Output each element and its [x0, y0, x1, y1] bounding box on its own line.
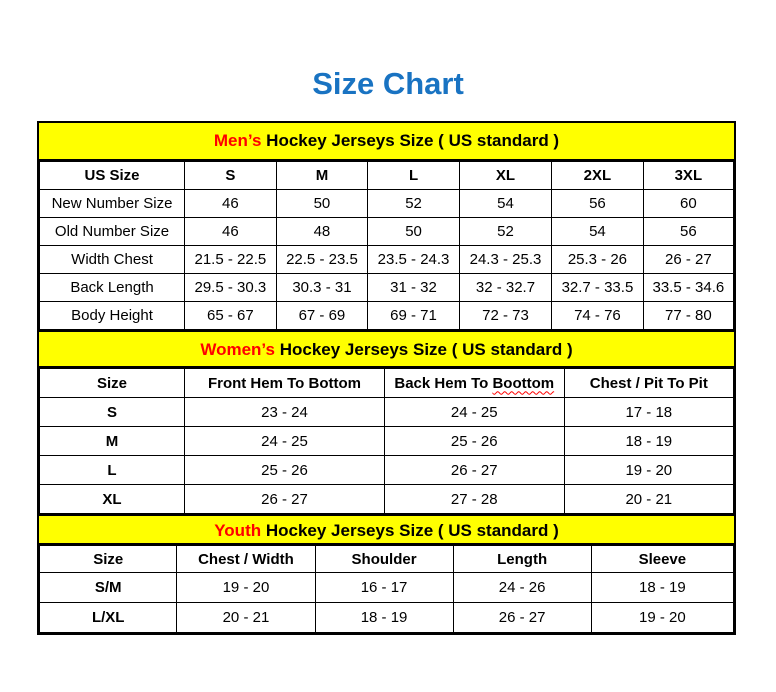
- value-cell: 52: [459, 218, 551, 246]
- column-header-back-hem-to-boottom: Back Hem To Boottom: [384, 369, 564, 398]
- value-cell: 23 - 24: [185, 398, 385, 427]
- column-header-chest-pit-to-pit: Chest / Pit To Pit: [564, 369, 733, 398]
- womens-size-table-section: [39, 330, 734, 514]
- value-cell: 19 - 20: [591, 603, 733, 633]
- size-chart-tables: [37, 121, 736, 635]
- banner-text-youth: Hockey Jerseys Size ( US standard ): [265, 521, 559, 540]
- value-cell: 54: [459, 190, 551, 218]
- value-cell: 25.3 - 26: [552, 246, 644, 274]
- value-cell: 46: [185, 190, 277, 218]
- value-cell: 22.5 - 23.5: [276, 246, 368, 274]
- column-header-us-size: US Size: [40, 162, 185, 190]
- column-header-s: S: [185, 162, 277, 190]
- row-label: New Number Size: [40, 190, 185, 218]
- value-cell: 18 - 19: [315, 603, 453, 633]
- column-header-sleeve: Sleeve: [591, 546, 733, 573]
- mens-row-width-chest: [40, 246, 734, 274]
- value-cell: 72 - 73: [459, 302, 551, 330]
- column-header-length: Length: [453, 546, 591, 573]
- womens-size-table: [39, 368, 734, 514]
- value-cell: 24 - 26: [453, 573, 591, 603]
- womens-column-header-row: [40, 369, 734, 398]
- youth-size-table-section: [39, 514, 734, 633]
- row-label: S/M: [40, 573, 177, 603]
- row-label: M: [40, 427, 185, 456]
- column-header-m: M: [276, 162, 368, 190]
- value-cell: 18 - 19: [564, 427, 733, 456]
- value-cell: 56: [643, 218, 733, 246]
- value-cell: 23.5 - 24.3: [368, 246, 460, 274]
- value-cell: 26 - 27: [453, 603, 591, 633]
- womens-row-m: [40, 427, 734, 456]
- value-cell: 18 - 19: [591, 573, 733, 603]
- value-cell: 19 - 20: [564, 456, 733, 485]
- row-label: XL: [40, 485, 185, 514]
- value-cell: 20 - 21: [177, 603, 315, 633]
- value-cell: 24 - 25: [185, 427, 385, 456]
- value-cell: 74 - 76: [552, 302, 644, 330]
- row-label: S: [40, 398, 185, 427]
- youth-row-l-xl: [40, 603, 734, 633]
- row-label: Back Length: [40, 274, 185, 302]
- column-header-chest-width: Chest / Width: [177, 546, 315, 573]
- value-cell: 32 - 32.7: [459, 274, 551, 302]
- youth-row-s-m: [40, 573, 734, 603]
- value-cell: 26 - 27: [185, 485, 385, 514]
- value-cell: 56: [552, 190, 644, 218]
- womens-row-xl: [40, 485, 734, 514]
- mens-row-back-length: [40, 274, 734, 302]
- row-label: Width Chest: [40, 246, 185, 274]
- value-cell: 17 - 18: [564, 398, 733, 427]
- value-cell: 69 - 71: [368, 302, 460, 330]
- mens-row-body-height: [40, 302, 734, 330]
- mens-row-old-number-size: [40, 218, 734, 246]
- mens-table-banner: [39, 123, 734, 161]
- value-cell: 30.3 - 31: [276, 274, 368, 302]
- mens-size-table: [39, 161, 734, 330]
- mens-size-table-section: [39, 123, 734, 330]
- row-label: Old Number Size: [40, 218, 185, 246]
- banner-highlight-youth: Youth: [214, 521, 262, 540]
- page-title: Size Chart: [312, 66, 464, 101]
- womens-row-l: [40, 456, 734, 485]
- column-header-size: Size: [40, 546, 177, 573]
- column-header-shoulder: Shoulder: [315, 546, 453, 573]
- value-cell: 29.5 - 30.3: [185, 274, 277, 302]
- youth-table-banner: [39, 514, 734, 545]
- value-cell: 77 - 80: [643, 302, 733, 330]
- value-cell: 67 - 69: [276, 302, 368, 330]
- value-cell: 16 - 17: [315, 573, 453, 603]
- womens-table-banner: [39, 330, 734, 368]
- value-cell: 32.7 - 33.5: [552, 274, 644, 302]
- value-cell: 20 - 21: [564, 485, 733, 514]
- column-header-xl: XL: [459, 162, 551, 190]
- value-cell: 48: [276, 218, 368, 246]
- value-cell: 33.5 - 34.6: [643, 274, 733, 302]
- value-cell: 50: [276, 190, 368, 218]
- banner-text-womens: Hockey Jerseys Size ( US standard ): [279, 340, 573, 359]
- value-cell: 26 - 27: [643, 246, 733, 274]
- value-cell: 26 - 27: [384, 456, 564, 485]
- value-cell: 50: [368, 218, 460, 246]
- row-label: L: [40, 456, 185, 485]
- mens-row-new-number-size: [40, 190, 734, 218]
- misspelled-word: Boottom: [492, 374, 555, 392]
- value-cell: 24 - 25: [384, 398, 564, 427]
- value-cell: 21.5 - 22.5: [185, 246, 277, 274]
- value-cell: 65 - 67: [185, 302, 277, 330]
- mens-column-header-row: [40, 162, 734, 190]
- youth-column-header-row: [40, 546, 734, 573]
- value-cell: 25 - 26: [384, 427, 564, 456]
- column-header-l: L: [368, 162, 460, 190]
- column-header-front-hem-to-bottom: Front Hem To Bottom: [185, 369, 385, 398]
- column-header-2xl: 2XL: [552, 162, 644, 190]
- banner-text-mens: Hockey Jerseys Size ( US standard ): [266, 131, 560, 150]
- womens-row-s: [40, 398, 734, 427]
- value-cell: 54: [552, 218, 644, 246]
- banner-highlight-mens: Men’s: [213, 131, 262, 150]
- value-cell: 19 - 20: [177, 573, 315, 603]
- banner-highlight-womens: Women’s: [200, 340, 275, 359]
- value-cell: 27 - 28: [384, 485, 564, 514]
- value-cell: 31 - 32: [368, 274, 460, 302]
- value-cell: 52: [368, 190, 460, 218]
- value-cell: 24.3 - 25.3: [459, 246, 551, 274]
- column-header-3xl: 3XL: [643, 162, 733, 190]
- youth-size-table: [39, 545, 734, 633]
- column-header-size: Size: [40, 369, 185, 398]
- row-label: Body Height: [40, 302, 185, 330]
- value-cell: 46: [185, 218, 277, 246]
- value-cell: 60: [643, 190, 733, 218]
- row-label: L/XL: [40, 603, 177, 633]
- value-cell: 25 - 26: [185, 456, 385, 485]
